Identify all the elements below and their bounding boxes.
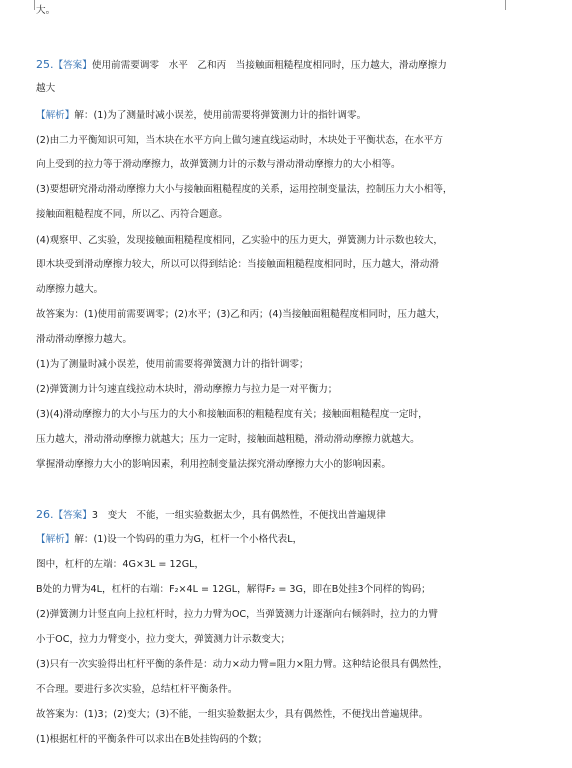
q26-analysis-line-5: 小于OC，拉力力臂变小，拉力变大，弹簧测力计示数变大； [36, 634, 291, 645]
q26-analysis-line-1 [36, 533, 542, 547]
q26-analysis-line-3: B处的力臂为4L，杠杆的右端：F₂×4L = 12GL，解得F₂ = 3G，即在B处挂3个同样的钩码； [36, 584, 431, 595]
q26-analysis-line-6: (3)只有一次实验得出杠杆平衡的条件是：动力×动力臂=阻力×阻力臂。这种结论很具有偶然性， [36, 659, 448, 670]
q25-point-4: 压力越大，滑动滑动摩擦力就越大；压力一定时，接触面越粗糙，滑动滑动摩擦力就越大。 [36, 434, 420, 445]
q25-conclusion-line-1: 故答案为：(1)使用前需要调零；(2)水平；(3)乙和丙；(4)当接触面粗糙程度相同时，压力越大， [36, 309, 446, 320]
q26-answer-tag: 【答案】 [53, 510, 92, 521]
q25-answer-line-1 [36, 58, 542, 73]
q25-point-2: (2)弹簧测力计匀速直线拉动木块时，滑动摩擦力与拉力是一对平衡力； [36, 384, 338, 395]
q26-analysis-line-2: 图中，杠杆的左端：4G×3L = 12GL， [36, 559, 205, 570]
q25-point-3: (3)(4)滑动摩擦力的大小与压力的大小和接触面积的粗糙程度有关；接触面粗糙程度一定时， [36, 409, 428, 420]
q25-analysis-line-8: 动摩擦力越大。 [36, 284, 104, 295]
q26-conclusion: 故答案为：(1)3；(2)变大；(3)不能，一组实验数据太少，具有偶然性，不便找出普遍规律。 [36, 709, 429, 720]
q25-point-1: (1)为了测量时减小误差，使用前需要将弹簧测力计的指针调零； [36, 359, 309, 370]
q26-answer-text: 3 变大 不能，一组实验数据太少，具有偶然性，不便找出普遍规律 [91, 510, 386, 521]
q26-analysis-line-7: 不合理。要进行多次实验，总结杠杆平衡条件。 [36, 684, 238, 695]
q26-analysis-text: 解：(1)设一个钩码的重力为G，杠杆一个小格代表L， [74, 534, 303, 545]
q26-analysis-line-4: (2)弹簧测力计竖直向上拉杠杆时，拉力力臂为OC，当弹簧测力计逐渐向右倾斜时，拉力的力臂 [36, 609, 438, 620]
q25-analysis-tag: 【解析】 [36, 110, 75, 121]
q25-answer-tag: 【答案】 [53, 60, 92, 71]
previous-answer-fragment: 大。 [36, 5, 56, 16]
q26-analysis-tag: 【解析】 [36, 534, 75, 545]
q25-analysis-line-4: (3)要想研究滑动滑动摩擦力大小与接触面粗糙程度的关系，运用控制变量法，控制压力大小相等， [36, 184, 453, 195]
q25-analysis-line-2: (2)由二力平衡知识可知，当木块在水平方向上做匀速直线运动时，木块处于平衡状态，在水平方 [36, 135, 443, 146]
q26-answer-line [36, 508, 542, 523]
q25-analysis-line-6: (4)观察甲、乙实验，发现接触面粗糙程度相同，乙实验中的压力更大，弹簧测力计示数也较大， [36, 235, 443, 246]
q25-analysis-text: 解：(1)为了测量时减小误差，使用前需要将弹簧测力计的指针调零。 [74, 110, 367, 121]
q25-analysis-line-7: 即木块受到滑动摩擦力较大，所以可以得到结论：当接触面粗糙程度相同时，压力越大，滑动滑 [36, 259, 439, 270]
q25-analysis-line-3: 向上受到的拉力等于滑动摩擦力，故弹簧测力计的示数与滑动滑动摩擦力的大小相等。 [36, 159, 401, 170]
margin-mark-left [24, 0, 35, 10]
q25-answer-text: 使用前需要调零 水平 乙和丙 当接触面粗糙程度相同时，压力越大，滑动摩擦力 [91, 60, 447, 71]
q26-point-1: (1)根据杠杆的平衡条件可以求出在B处挂钩码的个数； [36, 734, 268, 745]
q25-answer-line-2: 越大 [36, 83, 56, 94]
q25-analysis-line-5: 接触面粗糙程度不同，所以乙、丙符合题意。 [36, 209, 228, 220]
q25-analysis-line-1 [36, 109, 542, 123]
q26-number: 26. [36, 508, 54, 521]
q25-conclusion-line-2: 滑动滑动摩擦力越大。 [36, 334, 132, 345]
q25-number: 25. [36, 58, 54, 71]
q25-point-5: 掌握滑动摩擦力大小的影响因素，利用控制变量法探究滑动摩擦力大小的影响因素。 [36, 459, 391, 470]
